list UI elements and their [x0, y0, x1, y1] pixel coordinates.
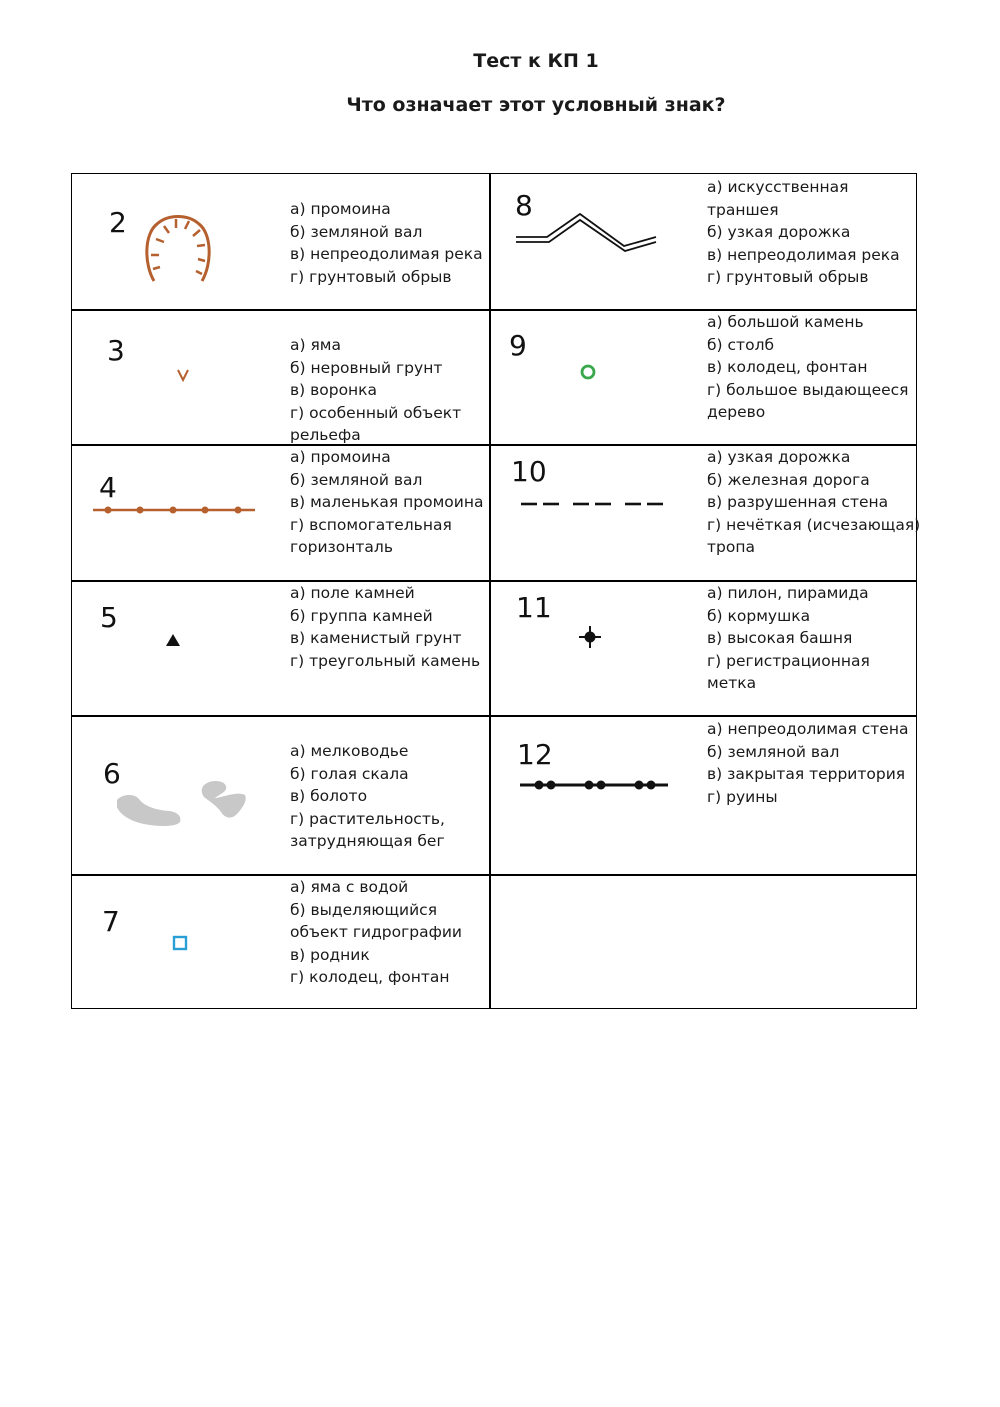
- question-number: 8: [515, 189, 533, 222]
- answer-option[interactable]: горизонталь: [290, 538, 393, 557]
- answer-option[interactable]: а) пилон, пирамида: [707, 584, 869, 602]
- blue-square-icon: [172, 935, 188, 951]
- answer-option[interactable]: в) родник: [290, 945, 370, 964]
- answer-option[interactable]: а) искусственная: [707, 178, 849, 196]
- question-number: 9: [509, 329, 527, 362]
- question-text: Что означает этот условный знак?: [346, 94, 726, 116]
- answer-option[interactable]: г) особенный объект: [290, 403, 462, 422]
- answer-option[interactable]: в) болото: [290, 787, 368, 806]
- small-v-pit-icon: [176, 368, 190, 382]
- table-divider: [489, 174, 491, 1008]
- answer-option[interactable]: затрудняющая бег: [290, 832, 445, 851]
- answer-option[interactable]: в) каменистый грунт: [290, 629, 462, 648]
- question-number: 12: [517, 738, 553, 771]
- answer-option[interactable]: а) промоина: [290, 200, 391, 218]
- question-number: 11: [516, 591, 552, 624]
- answer-option[interactable]: а) узкая дорожка: [707, 448, 851, 466]
- double-zigzag-line-icon: [514, 210, 659, 252]
- answer-option[interactable]: г) вспомогательная: [290, 515, 452, 534]
- question-number: 2: [109, 206, 127, 239]
- answer-option[interactable]: траншея: [707, 200, 779, 219]
- answer-option[interactable]: б) голая скала: [290, 764, 409, 783]
- answer-options: [707, 311, 909, 424]
- answer-options: [707, 176, 900, 289]
- dashed-line-icon: [520, 499, 665, 509]
- answer-options: [290, 198, 483, 288]
- answer-option[interactable]: г) нечёткая (исчезающая): [707, 515, 921, 534]
- answer-options: [290, 446, 483, 559]
- answer-option[interactable]: б) земляной вал: [290, 470, 423, 489]
- answer-option[interactable]: г) руины: [707, 787, 778, 806]
- answer-options: [707, 446, 920, 559]
- answer-option[interactable]: б) кормушка: [707, 606, 811, 625]
- answer-option[interactable]: г) колодец, фонтан: [290, 968, 450, 987]
- cross-dot-icon: [578, 625, 602, 649]
- answer-options: [707, 582, 870, 695]
- answer-option[interactable]: а) поле камней: [290, 584, 415, 602]
- answer-option[interactable]: в) разрушенная стена: [707, 493, 889, 512]
- black-triangle-icon: [165, 633, 181, 647]
- answer-option[interactable]: б) столб: [707, 335, 775, 354]
- answer-option[interactable]: г) грунтовый обрыв: [707, 268, 869, 287]
- answer-option[interactable]: б) группа камней: [290, 606, 433, 625]
- question-number: 6: [103, 757, 121, 790]
- answer-option[interactable]: б) выделяющийся: [290, 900, 438, 919]
- symbols-table: [71, 173, 921, 1009]
- answer-option[interactable]: б) железная дорога: [707, 470, 870, 489]
- question-number: 7: [102, 905, 120, 938]
- answer-option[interactable]: г) треугольный камень: [290, 651, 481, 670]
- answer-option[interactable]: в) высокая башня: [707, 629, 853, 648]
- answer-option[interactable]: а) мелководье: [290, 742, 409, 760]
- answer-option[interactable]: а) промоина: [290, 448, 391, 466]
- question-number: 3: [107, 334, 125, 367]
- answer-option[interactable]: б) земляной вал: [290, 222, 423, 241]
- answer-option[interactable]: тропа: [707, 538, 755, 557]
- answer-option[interactable]: а) яма: [290, 336, 341, 354]
- table-divider: [72, 715, 916, 717]
- answer-option[interactable]: г) растительность,: [290, 809, 445, 828]
- answer-option[interactable]: г) регистрационная: [707, 651, 870, 670]
- answer-option[interactable]: в) воронка: [290, 381, 378, 400]
- answer-option[interactable]: в) непреодолимая река: [290, 245, 483, 264]
- answer-option[interactable]: а) большой камень: [707, 313, 864, 331]
- question-number: 4: [99, 471, 117, 504]
- answer-option[interactable]: а) непреодолимая стена: [707, 720, 909, 738]
- answer-option[interactable]: метка: [707, 674, 757, 693]
- answer-options: [290, 876, 462, 989]
- answer-option[interactable]: г) грунтовый обрыв: [290, 267, 452, 286]
- question-number: 10: [511, 455, 547, 488]
- answer-options: [290, 582, 480, 672]
- question-number: 5: [100, 601, 118, 634]
- answer-option[interactable]: б) неровный грунт: [290, 358, 443, 377]
- green-circle-icon: [579, 363, 597, 381]
- answer-option[interactable]: г) большое выдающееся: [707, 380, 909, 399]
- answer-option[interactable]: в) маленькая промоина: [290, 493, 484, 512]
- answer-option[interactable]: объект гидрографии: [290, 923, 462, 942]
- answer-option[interactable]: в) непреодолимая река: [707, 245, 900, 264]
- earth-bank-icon: [142, 209, 214, 284]
- answer-option[interactable]: в) закрытая территория: [707, 765, 906, 784]
- answer-options: [290, 740, 445, 853]
- table-divider: [72, 874, 916, 876]
- answer-option[interactable]: рельефа: [290, 426, 361, 445]
- answer-option[interactable]: в) колодец, фонтан: [707, 358, 868, 377]
- grey-rock-patches-icon: [114, 777, 249, 829]
- answer-option[interactable]: дерево: [707, 403, 766, 422]
- answer-options: [707, 718, 908, 808]
- answer-option[interactable]: б) земляной вал: [707, 742, 840, 761]
- dotted-line-icon: [92, 503, 257, 517]
- line-with-dots-icon: [519, 778, 669, 792]
- answer-option[interactable]: а) яма с водой: [290, 878, 409, 896]
- answer-options: [290, 334, 461, 447]
- page-title: Тест к КП 1: [473, 50, 599, 72]
- answer-option[interactable]: б) узкая дорожка: [707, 223, 851, 242]
